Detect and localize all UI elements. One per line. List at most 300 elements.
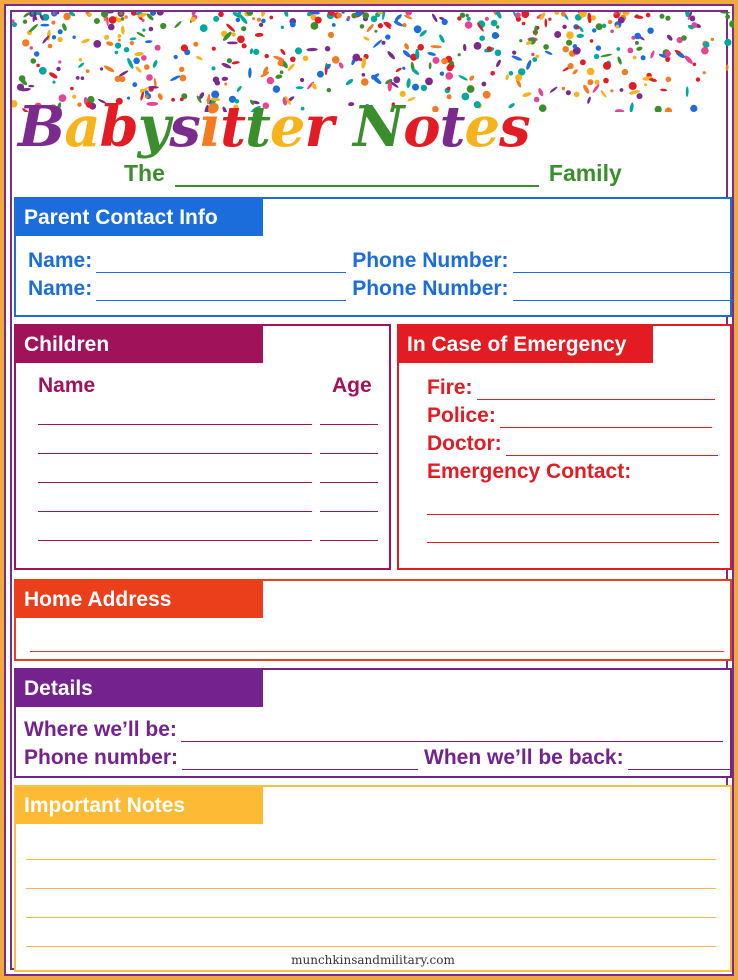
confetti-dot <box>307 12 311 16</box>
confetti-dot <box>465 21 473 29</box>
confetti-dot <box>554 12 559 15</box>
important-notes-section <box>14 785 732 972</box>
child-age-field[interactable] <box>320 482 378 483</box>
section-header-children: Children <box>16 326 263 363</box>
confetti-dot <box>236 18 241 23</box>
confetti-dot <box>218 12 224 17</box>
fire-field[interactable] <box>477 381 715 400</box>
confetti-dot <box>145 40 153 43</box>
confetti-dot <box>213 16 219 22</box>
confetti-dot <box>562 87 565 90</box>
confetti-dot <box>56 67 60 71</box>
confetti-dot <box>566 90 571 95</box>
confetti-dot <box>393 20 404 28</box>
confetti-dot <box>242 43 247 48</box>
confetti-dot <box>592 28 596 32</box>
confetti-dot <box>618 17 625 24</box>
confetti-dot <box>170 74 181 82</box>
confetti-dot <box>647 28 653 34</box>
name-label: Name: <box>28 249 93 272</box>
confetti-dot <box>275 74 283 79</box>
confetti-dot <box>725 14 730 19</box>
confetti-dot <box>438 34 446 44</box>
confetti-dot <box>58 29 63 34</box>
title-word-notes <box>353 92 530 162</box>
confetti-dot <box>725 64 728 71</box>
title-babysitter-letter: t <box>220 94 246 160</box>
confetti-dot <box>79 58 82 61</box>
confetti-dot <box>393 76 400 83</box>
confetti-dot <box>174 55 178 59</box>
emergency-section <box>397 324 732 570</box>
confetti-dot <box>345 78 354 86</box>
confetti-dot <box>248 67 252 78</box>
confetti-dot <box>363 36 370 42</box>
confetti-dot <box>406 78 411 88</box>
fire-row <box>427 376 715 400</box>
confetti-dot <box>252 17 255 20</box>
confetti-dot <box>265 54 269 58</box>
home-address-field[interactable] <box>30 651 724 652</box>
fire-label: Fire: <box>427 376 473 399</box>
confetti-dot <box>603 78 609 84</box>
confetti-dot <box>485 17 489 21</box>
name-field[interactable] <box>96 282 346 301</box>
confetti-dot <box>179 67 184 72</box>
confetti-dot <box>562 25 566 29</box>
confetti-dot <box>237 36 245 44</box>
confetti-dot <box>227 41 238 44</box>
confetti-dot <box>261 19 266 24</box>
confetti-dot <box>100 67 103 70</box>
confetti-dot <box>227 58 232 63</box>
confetti-dot <box>115 76 121 82</box>
confetti-dot <box>124 15 127 18</box>
confetti-dot <box>72 36 75 39</box>
confetti-dot <box>77 62 85 69</box>
confetti-dot <box>531 53 534 56</box>
confetti-dot <box>482 82 487 87</box>
confetti-dot <box>212 47 216 51</box>
confetti-dot <box>361 78 369 86</box>
confetti-dot <box>587 68 595 76</box>
family-suffix: Family <box>548 160 622 186</box>
confetti-dot <box>115 43 121 49</box>
confetti-dot <box>468 75 475 82</box>
confetti-dot <box>108 24 115 31</box>
title-babysitter-letter: e <box>269 94 305 160</box>
confetti-dot <box>395 67 402 73</box>
confetti-dot <box>347 16 350 19</box>
confetti-dot <box>614 12 617 15</box>
family-prefix: The <box>124 160 165 186</box>
confetti-dot <box>259 23 263 27</box>
confetti-dot <box>144 64 150 70</box>
confetti-dot <box>241 26 246 31</box>
confetti-dot <box>402 67 405 70</box>
confetti-dot <box>103 64 115 73</box>
details-section <box>14 668 732 778</box>
confetti-dot <box>548 18 551 21</box>
confetti-dot <box>231 32 235 36</box>
confetti-dot <box>121 17 125 21</box>
confetti-dot <box>600 53 612 58</box>
confetti-dot <box>76 76 80 80</box>
confetti-dot <box>629 82 637 90</box>
confetti-dot <box>28 85 34 88</box>
notes-line[interactable] <box>26 917 716 918</box>
details-phone-label: Phone number: <box>24 746 179 769</box>
confetti-dot <box>281 26 284 29</box>
confetti-dot <box>48 44 53 49</box>
confetti-dot <box>362 73 366 77</box>
section-header-parent-contact: Parent Contact Info <box>16 199 263 236</box>
confetti-dot <box>495 50 502 57</box>
confetti-dot <box>136 31 145 38</box>
confetti-dot <box>600 89 607 98</box>
confetti-dot <box>610 30 614 34</box>
confetti-dot <box>17 84 24 91</box>
confetti-dot <box>363 12 370 19</box>
title-babysitter-letter: t <box>245 94 270 160</box>
notes-line[interactable] <box>26 946 716 947</box>
confetti-dot <box>212 66 216 70</box>
section-header-important-notes: Important Notes <box>16 787 263 824</box>
notes-line[interactable] <box>26 859 716 860</box>
confetti-dot <box>586 96 591 104</box>
confetti-dot <box>155 45 161 51</box>
confetti-dot <box>458 53 461 56</box>
details-phone-row <box>24 746 732 770</box>
title-notes-letter: e <box>464 94 500 160</box>
emergency-contact-row <box>427 460 631 484</box>
confetti-dot <box>332 23 336 27</box>
confetti-dot <box>104 35 109 40</box>
confetti-dot <box>23 20 27 24</box>
confetti-dot <box>39 67 47 75</box>
confetti-dot <box>131 12 137 16</box>
confetti-dot <box>665 16 670 21</box>
emergency-contact-line-1[interactable] <box>427 514 719 515</box>
confetti-dot <box>40 24 49 27</box>
confetti-dot <box>412 84 419 91</box>
confetti-dot <box>566 31 574 39</box>
title-notes-letter: N <box>353 94 404 160</box>
emergency-contact-line-2[interactable] <box>427 542 719 543</box>
confetti-dot <box>666 77 672 83</box>
doctor-label: Doctor: <box>427 432 502 455</box>
confetti-dot <box>720 12 730 14</box>
confetti-dot <box>637 93 643 99</box>
confetti-dot <box>221 76 228 81</box>
confetti-dot <box>495 59 502 68</box>
confetti-dot <box>374 30 377 33</box>
confetti-dot <box>133 58 140 65</box>
confetti-dot <box>466 14 469 17</box>
confetti-dot <box>121 25 125 34</box>
child-name-field[interactable] <box>38 453 312 454</box>
police-field[interactable] <box>500 409 712 428</box>
confetti-dot <box>157 12 164 16</box>
child-name-field[interactable] <box>38 511 312 512</box>
confetti-dot <box>257 18 261 22</box>
parent-contact-row-2 <box>28 277 737 301</box>
confetti-dot <box>535 55 539 59</box>
confetti-dot <box>681 35 687 41</box>
confetti-dot <box>317 71 324 78</box>
confetti-dot <box>519 39 522 42</box>
confetti-dot <box>106 41 114 47</box>
confetti-dot <box>594 54 599 59</box>
confetti-dot <box>283 12 289 17</box>
confetti-dot <box>213 77 219 83</box>
confetti-dot <box>36 64 40 68</box>
confetti-dot <box>490 71 495 76</box>
notes-line[interactable] <box>26 888 716 889</box>
confetti-dot <box>572 68 579 75</box>
confetti-dot <box>592 83 601 93</box>
confetti-dot <box>48 71 58 80</box>
confetti-dot <box>458 74 469 81</box>
confetti-dot <box>295 47 302 54</box>
child-name-field[interactable] <box>38 540 312 541</box>
title-notes-letter: s <box>499 94 530 160</box>
confetti-dot <box>146 74 153 81</box>
confetti-dot <box>430 45 442 49</box>
confetti-dot <box>515 12 521 18</box>
confetti-dot <box>303 56 309 62</box>
confetti-dot <box>402 23 406 27</box>
confetti-dot <box>300 78 304 82</box>
confetti-dot <box>328 32 334 38</box>
confetti-dot <box>142 29 145 32</box>
confetti-dot <box>590 39 594 43</box>
confetti-dot <box>417 44 424 51</box>
doctor-field[interactable] <box>506 437 718 456</box>
confetti-dot <box>549 86 558 94</box>
confetti-dot <box>539 104 547 112</box>
doctor-row <box>427 432 718 456</box>
confetti-dot <box>181 44 188 51</box>
confetti-dot <box>578 26 584 33</box>
confetti-dot <box>352 54 360 62</box>
phone-label: Phone Number: <box>352 277 509 300</box>
where-field[interactable] <box>181 723 723 742</box>
confetti-dot <box>636 46 643 52</box>
confetti-dot <box>492 32 499 39</box>
family-name-line <box>124 160 622 187</box>
confetti-dot <box>94 18 100 24</box>
confetti-dot <box>563 46 569 52</box>
confetti-dot <box>629 102 634 112</box>
confetti-dot <box>34 51 39 56</box>
confetti-dot <box>660 14 665 19</box>
confetti-dot <box>429 62 432 69</box>
child-age-field[interactable] <box>320 424 378 425</box>
confetti-dot <box>253 49 259 55</box>
confetti-dot <box>603 62 611 70</box>
section-header-home-address: Home Address <box>16 581 263 618</box>
confetti-dot <box>582 84 590 95</box>
confetti-dot <box>290 22 296 28</box>
confetti-dot <box>447 87 451 91</box>
confetti-dot <box>88 13 92 17</box>
confetti-dot <box>296 86 304 89</box>
confetti-dot <box>633 56 637 60</box>
name-field[interactable] <box>96 254 346 273</box>
phone-field[interactable] <box>513 254 737 273</box>
confetti-dot <box>12 100 18 108</box>
confetti-dot <box>193 42 198 47</box>
confetti-dot <box>306 48 318 52</box>
confetti-dot <box>686 86 689 97</box>
confetti-dot <box>126 57 135 69</box>
confetti-dot <box>463 44 467 51</box>
title-babysitter-letter: i <box>199 94 221 160</box>
confetti-dot <box>703 71 706 74</box>
child-age-field[interactable] <box>320 511 378 512</box>
confetti-dot <box>442 19 448 25</box>
confetti-dot <box>646 13 651 18</box>
confetti-dot <box>665 57 670 62</box>
confetti-dot <box>574 92 580 98</box>
child-name-field[interactable] <box>38 482 312 483</box>
confetti-dot <box>81 76 85 80</box>
confetti-dot <box>641 55 646 60</box>
confetti-dot <box>596 23 603 30</box>
confetti-dot <box>505 74 510 81</box>
confetti-dot <box>690 16 695 21</box>
confetti-dot <box>610 89 613 92</box>
confetti-dot <box>544 18 547 27</box>
back-field[interactable] <box>628 751 732 770</box>
confetti-dot <box>124 47 129 52</box>
confetti-dot <box>693 63 697 67</box>
confetti-dot <box>28 23 39 33</box>
confetti-dot <box>655 106 662 112</box>
confetti-dot <box>445 72 453 80</box>
confetti-dot <box>118 39 121 42</box>
confetti-dot <box>421 85 427 91</box>
confetti-dot <box>195 55 203 61</box>
confetti-dot <box>30 46 33 49</box>
section-header-emergency: In Case of Emergency <box>399 326 653 363</box>
children-section <box>14 324 391 570</box>
confetti-dot <box>224 83 227 86</box>
confetti-dot <box>566 40 572 46</box>
confetti-dot <box>19 75 26 82</box>
confetti-dot <box>260 12 266 17</box>
confetti-dot <box>93 40 101 48</box>
name-label: Name: <box>28 277 93 300</box>
confetti-dot <box>109 16 117 24</box>
confetti-dot <box>405 12 412 16</box>
confetti-dot <box>427 51 436 56</box>
confetti-dot <box>425 78 433 86</box>
confetti-dot <box>484 49 487 52</box>
confetti-dot <box>573 44 578 49</box>
confetti-dot <box>512 51 516 55</box>
confetti-dot <box>160 23 166 29</box>
confetti-dot <box>22 39 29 46</box>
confetti-dot <box>325 46 330 51</box>
confetti-dot <box>615 109 625 112</box>
confetti-dot <box>449 61 454 66</box>
confetti-dot <box>729 20 734 27</box>
confetti-dot <box>534 97 540 103</box>
confetti-dot <box>332 56 340 64</box>
emergency-contact-label: Emergency Contact: <box>427 460 632 483</box>
confetti-dot <box>622 69 628 75</box>
confetti-dot <box>474 42 482 50</box>
phone-field[interactable] <box>513 282 737 301</box>
confetti-dot <box>225 23 236 33</box>
title-babysitter-letter: y <box>137 94 170 160</box>
confetti-dot <box>414 25 422 33</box>
confetti-dot <box>135 66 143 74</box>
police-label: Police: <box>427 404 496 427</box>
child-age-field[interactable] <box>320 540 378 541</box>
title-babysitter-letter: b <box>99 94 138 160</box>
confetti-dot <box>683 54 694 65</box>
confetti-dot <box>372 39 383 49</box>
child-age-field[interactable] <box>320 453 378 454</box>
title-word-babysitter <box>18 92 333 162</box>
confetti-dot <box>290 57 296 63</box>
confetti-dot <box>58 37 63 42</box>
confetti-dot <box>58 60 61 63</box>
confetti-dot <box>141 55 147 61</box>
confetti-dot <box>267 77 274 84</box>
confetti-dot <box>628 48 634 54</box>
confetti-dot <box>576 33 584 38</box>
confetti-dot <box>433 57 440 64</box>
confetti-dot <box>130 41 134 45</box>
confetti-dot <box>644 83 647 86</box>
confetti-dot <box>115 51 119 55</box>
family-name-blank[interactable] <box>175 163 539 187</box>
confetti-dot <box>561 12 566 17</box>
confetti-dot <box>491 20 498 27</box>
confetti-dot <box>360 24 365 29</box>
confetti-dot <box>385 34 390 39</box>
confetti-dot <box>587 79 593 85</box>
confetti-dot <box>431 13 438 23</box>
confetti-dot <box>190 17 195 22</box>
title-babysitter-letter: B <box>18 94 65 160</box>
child-name-field[interactable] <box>38 424 312 425</box>
confetti-dot <box>180 75 187 82</box>
confetti-dot <box>249 48 253 54</box>
details-phone-field[interactable] <box>182 751 418 770</box>
confetti-dot <box>51 21 55 25</box>
confetti-dot <box>467 17 471 21</box>
confetti-dot <box>701 47 709 55</box>
confetti-dot <box>338 62 344 70</box>
parent-contact-section <box>14 197 732 317</box>
confetti-dot <box>724 39 731 46</box>
confetti-dot <box>696 77 700 81</box>
section-header-details: Details <box>16 670 263 707</box>
confetti-dot <box>616 47 620 51</box>
children-age-column: Age <box>332 374 372 397</box>
confetti-dot <box>544 50 553 56</box>
home-address-section <box>14 579 732 661</box>
confetti-dot <box>86 69 90 73</box>
confetti-dot <box>509 71 514 76</box>
title-babysitter-letter: s <box>169 94 200 160</box>
confetti-dot <box>608 20 612 24</box>
